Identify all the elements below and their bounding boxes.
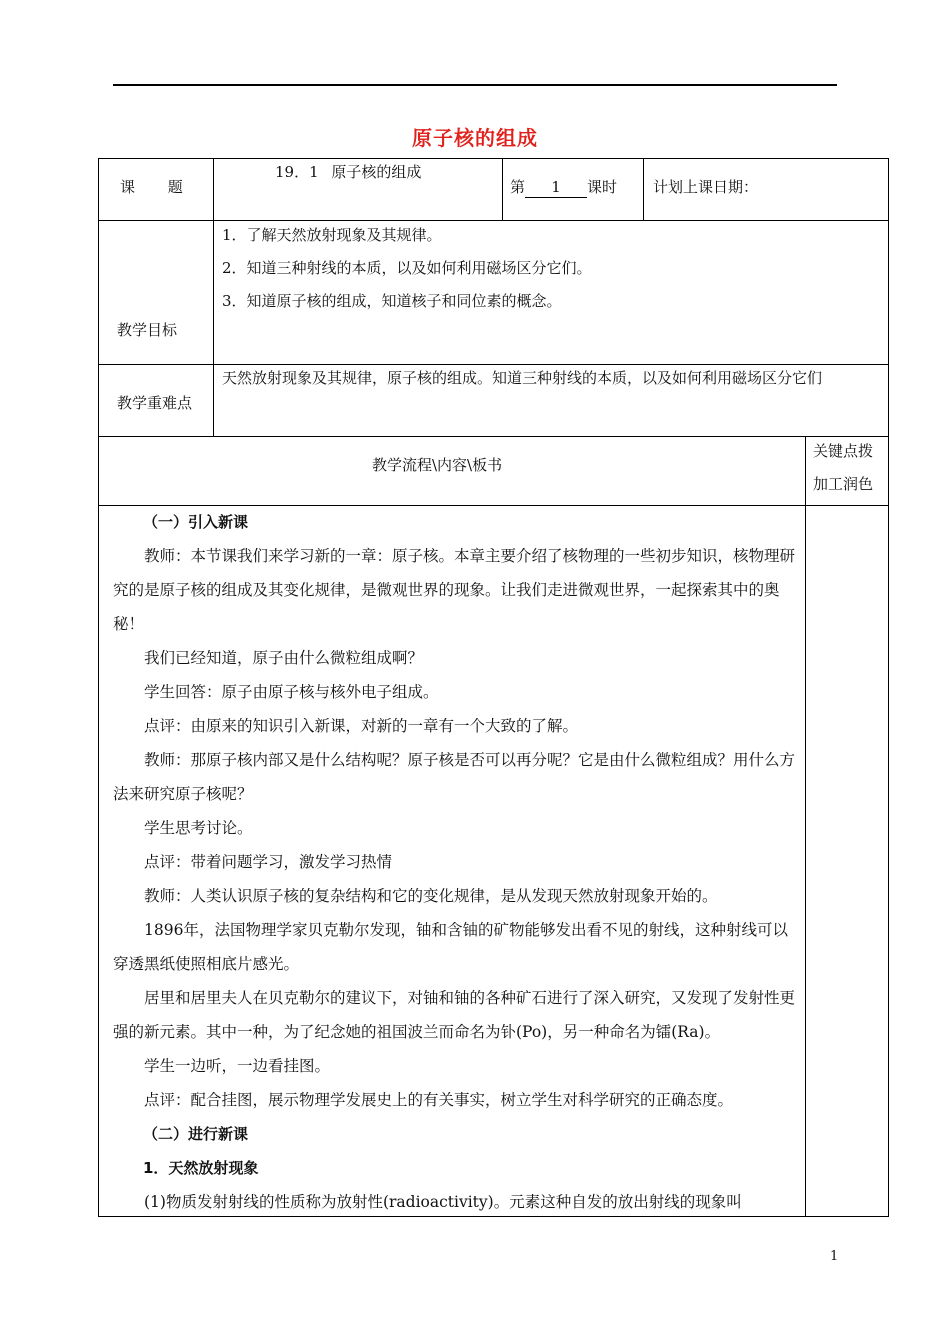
paragraph: 点评：带着问题学习，激发学习热情: [144, 853, 393, 871]
objective-item: 3．知道原子核的组成，知道核子和同位素的概念。: [222, 292, 562, 310]
col-divider: [805, 436, 806, 1217]
document-title: 原子核的组成: [412, 126, 538, 150]
paragraph: 点评：由原来的知识引入新课，对新的一章有一个大致的了解。: [144, 717, 579, 735]
objectives-label: 教学目标: [117, 321, 178, 339]
col-divider: [213, 158, 214, 436]
topic-value: 19．1 原子核的组成: [275, 163, 422, 181]
planned-date-label: 计划上课日期：: [653, 178, 759, 196]
header-rule: [113, 84, 837, 86]
col-divider: [643, 158, 644, 220]
paragraph: 我们已经知道，原子由什么微粒组成啊？: [144, 649, 424, 667]
paragraph: 学生一边听，一边看挂图。: [144, 1057, 331, 1075]
row-divider: [98, 436, 889, 437]
page-number: 1: [830, 1249, 839, 1264]
paragraph: 居里和居里夫人在贝克勒尔的建议下，对铀和铀的各种矿石进行了深入研究，又发现了发射性更强的新元素。其中一种，为了纪念她的祖国波兰而命名为钋(Po)，另一种命名为镭(Ra)。: [113, 989, 796, 1041]
section-heading: （一）引入新课: [143, 513, 249, 531]
objective-item: 2．知道三种射线的本质，以及如何利用磁场区分它们。: [222, 259, 592, 277]
paragraph: 点评：配合挂图，展示物理学发展史上的有关事实，树立学生对科学研究的正确态度。: [144, 1091, 734, 1109]
key-points-text: 天然放射现象及其规律，原子核的组成。知道三种射线的本质，以及如何利用磁场区分它们: [222, 369, 823, 387]
paragraph: 教师：人类认识原子核的复杂结构和它的变化规律，是从发现天然放射现象开始的。: [144, 887, 718, 905]
lesson-number: 1: [525, 177, 587, 198]
section-heading: （二）进行新课: [143, 1125, 249, 1143]
row-divider: [98, 220, 889, 221]
process-header: 教学流程\内容\板书: [372, 456, 503, 474]
objective-item: 1．了解天然放射现象及其规律。: [222, 226, 442, 244]
lesson-content: [113, 505, 797, 1219]
paragraph: 学生思考讨论。: [144, 819, 253, 837]
key-points-label: 教学重难点: [117, 394, 193, 412]
paragraph: (1)物质发射射线的性质称为放射性(radioactivity)。元素这种自发的放出射线的现象叫: [144, 1193, 742, 1211]
paragraph: 教师：本节课我们来学习新的一章：原子核。本章主要介绍了核物理的一些初步知识，核物理研究的是原子核的组成及其变化规律，是微观世界的现象。让我们走进微观世界，一起探索其中的奥秘！: [113, 547, 796, 633]
side-header-line2: 加工润色: [813, 475, 874, 493]
subsection-heading: 1．天然放射现象: [143, 1159, 259, 1177]
paragraph: 1896年，法国物理学家贝克勒尔发现，铀和含铀的矿物能够发出看不见的射线，这种射线可以穿透黑纸使照相底片感光。: [113, 921, 788, 973]
lesson-count: 第 1 课时: [510, 178, 618, 196]
paragraph: 教师：那原子核内部又是什么结构呢？原子核是否可以再分呢？它是由什么微粒组成？用什么方法来研究原子核呢？: [113, 751, 796, 803]
paragraph: 学生回答：原子由原子核与核外电子组成。: [144, 683, 439, 701]
col-divider: [502, 158, 503, 220]
side-header-line1: 关键点拨: [813, 442, 874, 460]
row-divider: [98, 364, 889, 365]
topic-label: 课 题: [120, 178, 186, 196]
